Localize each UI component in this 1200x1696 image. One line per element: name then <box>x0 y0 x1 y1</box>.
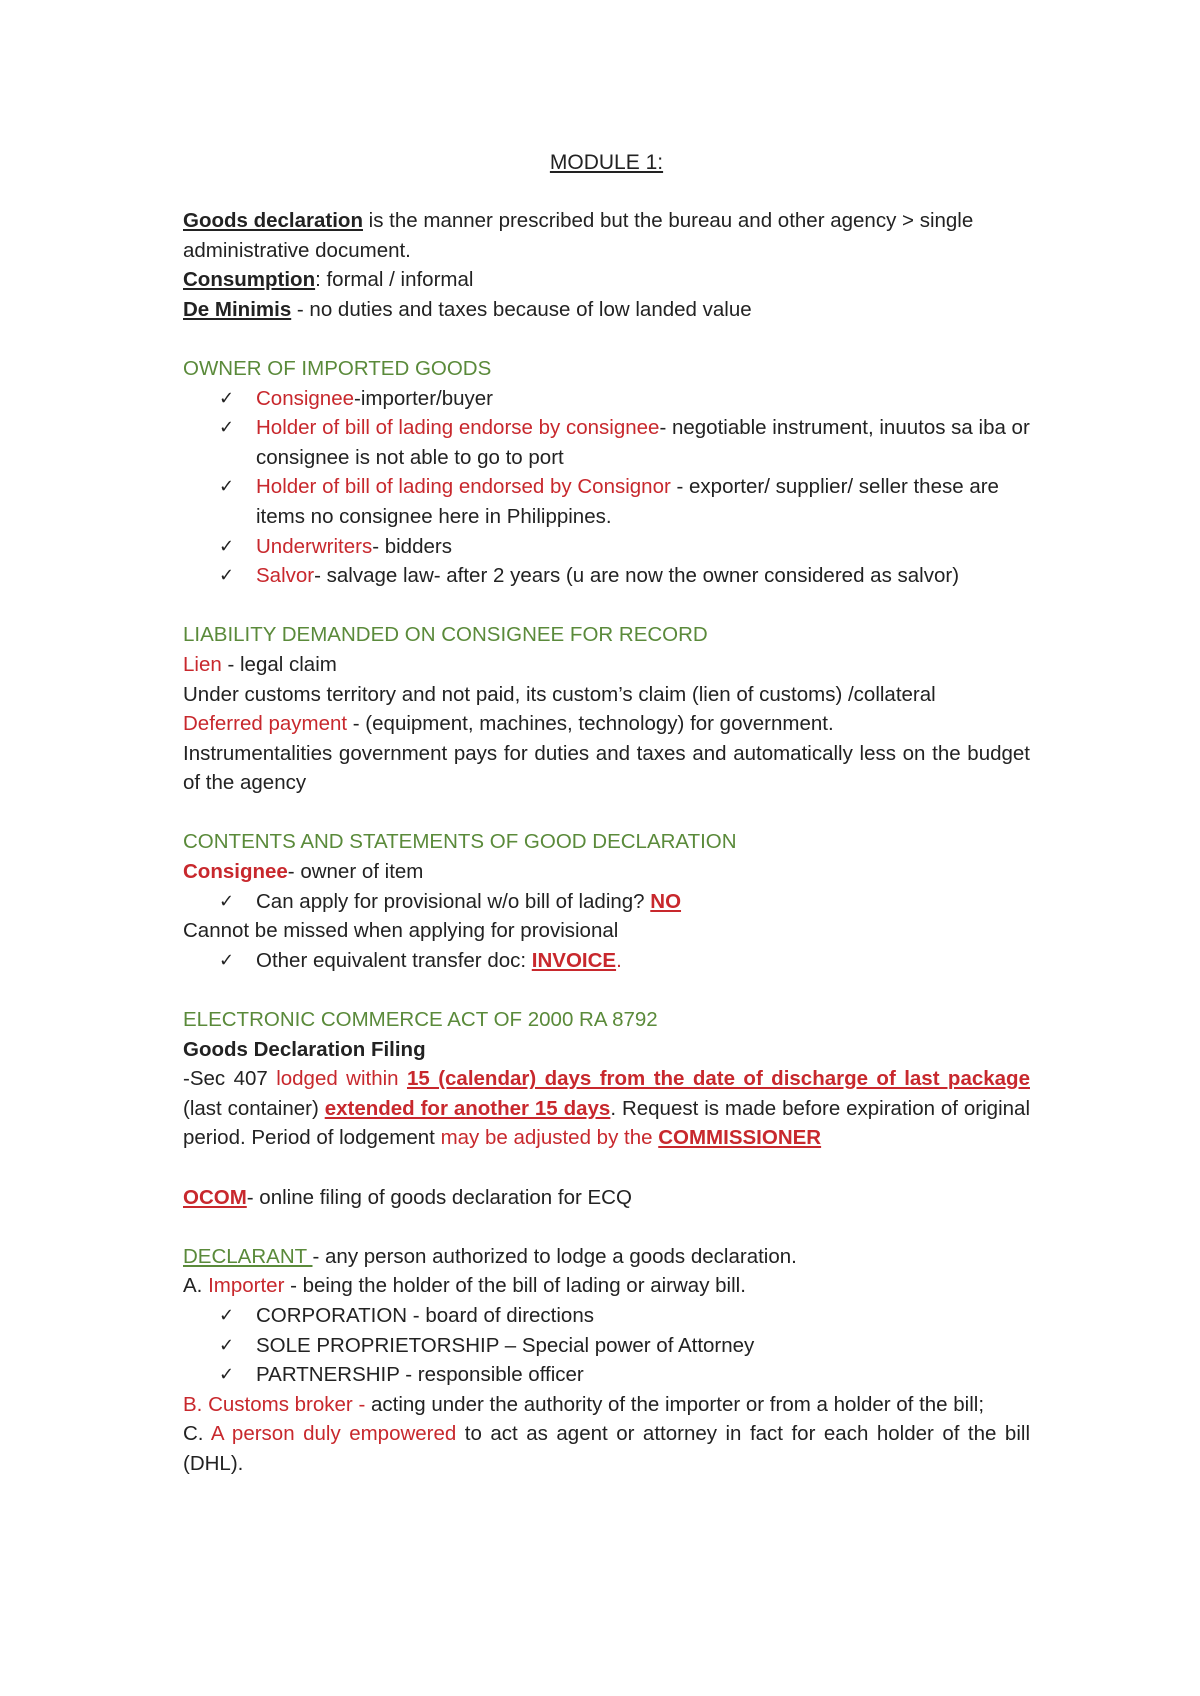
importer-prefix: A. <box>183 1274 209 1298</box>
owner-item-text: -importer/buyer <box>354 386 494 410</box>
last-container: (last container) <box>183 1096 325 1120</box>
sec-prefix: -Sec 407 <box>183 1067 277 1091</box>
instrumentalities-line: Instrumentalities government pays for duties and taxes and automatically less on the budget of the agency <box>183 741 1030 795</box>
may-be-adjusted: may be adjusted by the <box>440 1126 659 1150</box>
ocom-text: - online filing of goods declaration for ECQ <box>246 1185 632 1209</box>
person-line <box>183 1419 1030 1478</box>
contents-heading: CONTENTS AND STATEMENTS OF GOOD DECLARATION <box>183 830 737 854</box>
consumption-text: : formal / informal <box>315 268 474 292</box>
lien-text: - legal claim <box>221 652 337 676</box>
deferred-text: - (equipment, machines, technology) for government. <box>347 712 834 736</box>
check-mark-icon: ✓ <box>219 387 235 409</box>
check-mark-icon: ✓ <box>219 1304 235 1326</box>
lodged-within: lodged within <box>276 1067 407 1091</box>
transfer-doc-list <box>183 946 1030 976</box>
de-minimis-term: De Minimis <box>183 297 292 321</box>
page-title: MODULE 1: <box>549 151 664 174</box>
extended-period: extended for another 15 days <box>324 1096 611 1120</box>
ocom-term: OCOM <box>183 1185 247 1209</box>
cannot-missed-line: Cannot be missed when applying for provisional <box>183 919 619 943</box>
importer-item-text: SOLE PROPRIETORSHIP – Special power of Attorney <box>256 1333 755 1357</box>
list-item <box>219 413 1030 472</box>
lien-line <box>183 650 1030 680</box>
request-text: . Request is made before expiration of original period. Period of lodgement <box>183 1096 1030 1150</box>
ocom-line <box>183 1183 1030 1213</box>
list-item <box>219 384 1030 414</box>
declarant-text: - any person authorized to lodge a goods declaration. <box>312 1244 797 1268</box>
contents-consignee-line <box>183 857 1030 887</box>
fifteen-days: 15 (calendar) days from the date of discharge of last package <box>406 1067 1030 1091</box>
declarant-line <box>183 1242 1030 1272</box>
check-mark-icon: ✓ <box>219 476 235 498</box>
broker-line <box>183 1390 1030 1420</box>
check-mark-icon: ✓ <box>219 1334 235 1356</box>
provisional-list <box>183 887 1030 917</box>
contents-consignee-text: - owner of item <box>287 860 424 884</box>
list-item <box>219 1301 1030 1331</box>
owner-item-text: - negotiable instrument, inuutos sa iba or consignee is not able to go to port <box>256 416 1030 469</box>
person-term: A person duly empowered <box>210 1422 457 1446</box>
owner-item-term: Holder of bill of lading endorse by consignee <box>256 416 660 440</box>
importer-item-text: PARTNERSHIP - responsible officer <box>256 1363 584 1387</box>
goods-declaration-term: Goods declaration <box>183 209 363 232</box>
person-text: to act as agent or attorney in fact for each holder of the bill (DHL). <box>183 1422 1030 1475</box>
goods-declaration-text: is the manner prescribed but the bureau and other agency > single administrative document. <box>183 209 974 262</box>
lien-term: Lien <box>183 652 222 676</box>
check-mark-icon: ✓ <box>219 417 235 439</box>
provisional-question: Can apply for provisional w/o bill of lading? <box>256 889 651 913</box>
list-item <box>219 1331 1030 1361</box>
check-mark-icon: ✓ <box>219 949 235 971</box>
owner-heading: OWNER OF IMPORTED GOODS <box>183 356 492 380</box>
declarant-term: DECLARANT <box>183 1244 313 1268</box>
check-mark-icon: ✓ <box>219 890 235 912</box>
person-prefix: C. <box>183 1422 211 1446</box>
de-minimis-line <box>183 295 1030 325</box>
broker-term: B. Customs broker - <box>183 1392 366 1416</box>
check-mark-icon: ✓ <box>219 1364 235 1386</box>
owner-item-text: - salvage law- after 2 years (u are now the owner considered as salvor) <box>314 564 960 588</box>
owner-item-term: Salvor <box>256 564 315 588</box>
contents-consignee-term: Consignee <box>183 860 288 884</box>
de-minimis-text: - no duties and taxes because of low landed value <box>291 297 752 321</box>
deferred-line <box>183 709 1030 739</box>
customs-line: Under customs territory and not paid, its custom’s claim (lien of customs) /collateral <box>183 682 936 706</box>
owner-item-term: Holder of bill of lading endorsed by Consignor <box>256 475 671 499</box>
broker-text: acting under the authority of the importer or from a holder of the bill; <box>365 1392 985 1416</box>
liability-heading: LIABILITY DEMANDED ON CONSIGNEE FOR RECORD <box>183 623 708 647</box>
sec-407-paragraph <box>183 1064 1030 1153</box>
list-item <box>219 561 1030 591</box>
consumption-term: Consumption <box>183 268 316 292</box>
importer-line <box>183 1271 1030 1301</box>
commissioner: COMMISSIONER <box>658 1126 822 1150</box>
list-item <box>219 946 1030 976</box>
owner-item-text: - bidders <box>372 534 452 558</box>
list-item <box>219 532 1030 562</box>
check-mark-icon: ✓ <box>219 535 235 557</box>
owner-item-term: Consignee <box>256 386 355 410</box>
consumption-line <box>183 265 1030 295</box>
other-doc-end: . <box>616 948 622 972</box>
importer-list <box>183 1301 1030 1390</box>
owner-item-term: Underwriters <box>256 534 373 558</box>
owner-item-text: - exporter/ supplier/ seller these are items no consignee here in Philippines. <box>256 475 999 528</box>
filing-title: Goods Declaration Filing <box>183 1037 426 1061</box>
other-doc-answer: INVOICE <box>531 948 617 972</box>
goods-declaration-line <box>183 206 1030 265</box>
list-item <box>219 472 1030 531</box>
check-mark-icon: ✓ <box>219 565 235 587</box>
ecommerce-heading: ELECTRONIC COMMERCE ACT OF 2000 RA 8792 <box>183 1008 658 1032</box>
list-item <box>219 887 1030 917</box>
importer-item-text: CORPORATION - board of directions <box>256 1303 594 1327</box>
owner-list <box>183 384 1030 591</box>
provisional-answer: NO <box>650 889 682 913</box>
other-doc-text: Other equivalent transfer doc: <box>256 948 532 972</box>
list-item <box>219 1360 1030 1390</box>
importer-term: Importer <box>208 1274 285 1298</box>
deferred-term: Deferred payment <box>183 712 348 736</box>
importer-text: - being the holder of the bill of lading or airway bill. <box>284 1274 746 1298</box>
